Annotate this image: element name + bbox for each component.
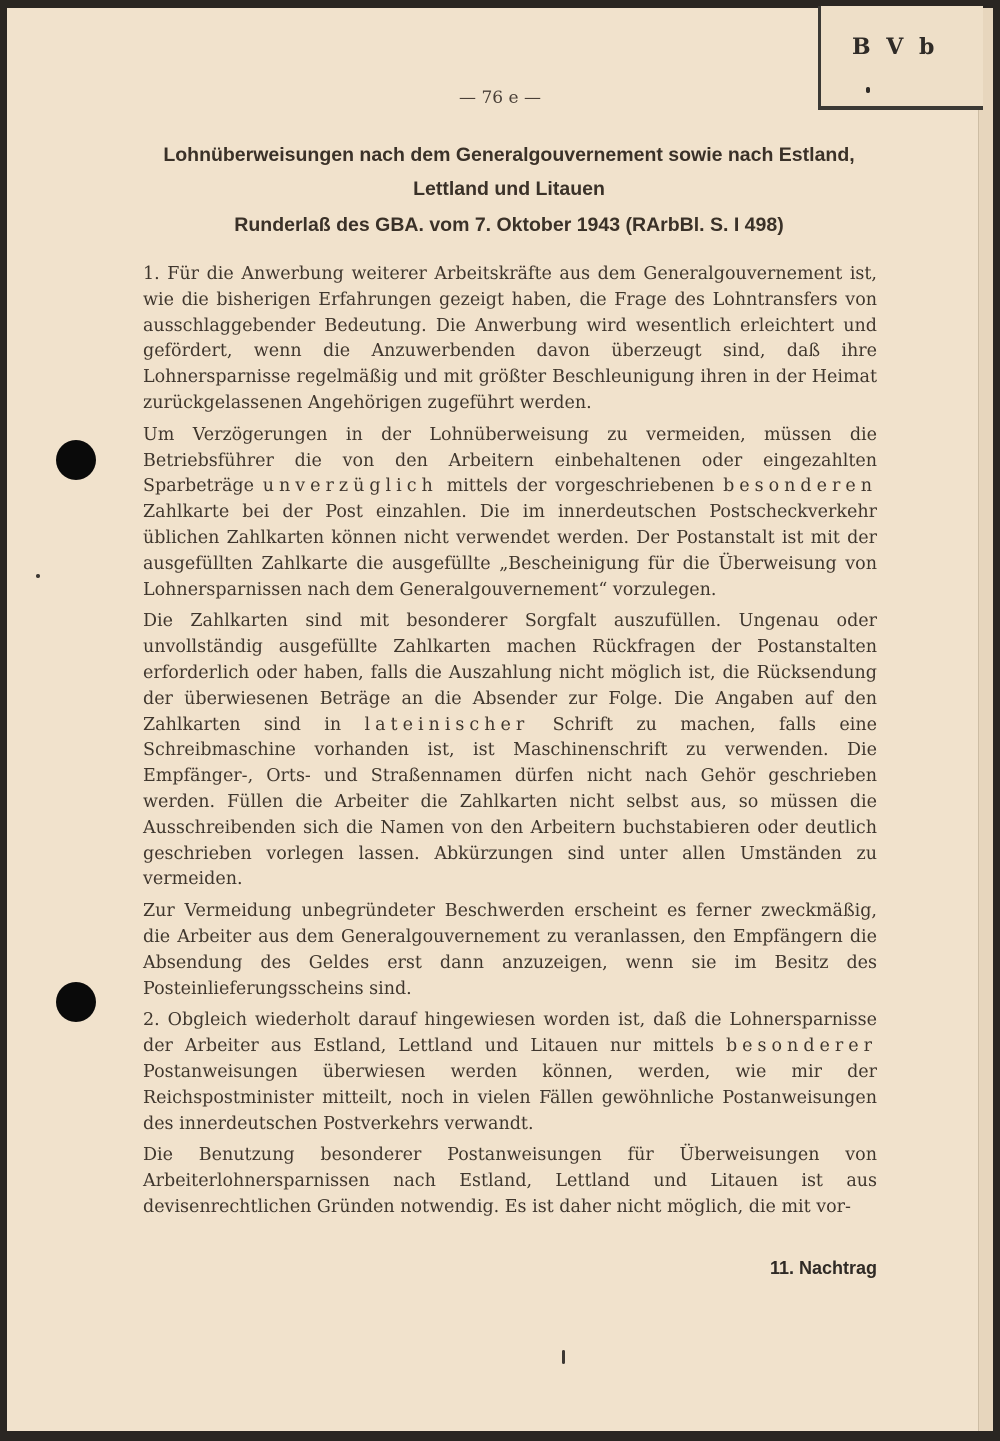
punch-hole-icon: [56, 440, 96, 480]
supplement-label: 11. Nachtrag: [769, 1258, 877, 1278]
punch-hole-icon: [56, 982, 96, 1022]
dust-speck: [36, 574, 40, 578]
title-line-2: Lettland und Litauen: [413, 178, 605, 200]
document-title: [140, 138, 878, 206]
emphasis-lateinischer: lateinischer: [364, 714, 530, 735]
scan-border-bottom: [0, 1431, 1000, 1441]
document-body: [143, 262, 877, 1227]
archive-label: B V b: [852, 34, 939, 60]
paragraph-1: 1. Für die Anwerbung weiterer Arbeitskräfte aus dem Generalgouvernement ist, wie die bisherigen Erfahrungen gezeigt haben, die Frage des Lohntransfers von ausschlaggebender Bedeutung. Die Anwerbung wird wesentlich erleichtert und gefördert, wenn die Anzuwerbenden davon überzeugt sind, daß ihre Lohnersparnisse regelmäßig und mit größter Beschleunigung ihren in der Heimat zurückgelassenen Angehörigen zugeführt werden.: [143, 264, 877, 413]
emphasis-besonderen: besonderen: [723, 476, 877, 497]
decree-reference: Runderlaß des GBA. vom 7. Oktober 1943 (RArbBl. S. I 498): [234, 214, 784, 236]
ink-mark: [562, 1350, 565, 1364]
paragraph-4: Zur Vermeidung unbegründeter Beschwerden erscheint es ferner zweckmäßig, die Arbeiter aus dem Generalgouvernement zu veranlassen, den Empfängern die Absendung des Geldes erst dann anzuzeigen, wenn sie im Besitz des Posteinlieferungsscheins sind.: [143, 901, 877, 999]
scan-border-left: [0, 0, 7, 1441]
emphasis-unverzueglich: unverzüglich: [262, 476, 438, 497]
paragraph-6: Die Benutzung besonderer Postanweisungen für Überweisungen von Arbeiterlohnersparnissen nach Estland, Lettland und Litauen ist aus devisenrechtlichen Gründen notwendig. Es ist daher nicht möglich, die mit vor-: [143, 1145, 877, 1217]
emphasis-besonderer: besonderer: [725, 1036, 877, 1057]
paragraph-5: 2. Obgleich wiederholt darauf hingewiesen worden ist, daß die Lohnersparnisse der Arbeiter aus Estland, Lettland und Litauen nur mittels besonderer Postanweisungen überwiesen werden können, werden, wie mir der Reichspostminister mitteilt, noch in vielen Fällen gewöhnliche Postanweisungen des innerdeutschen Postverkehrs verwandt.: [143, 1010, 877, 1134]
title-line-1: Lohnüberweisungen nach dem Generalgouvernement sowie nach Estland,: [163, 144, 855, 166]
paragraph-3: Die Zahlkarten sind mit besonderer Sorgfalt auszufüllen. Ungenau oder unvollständig ausgefüllte Zahlkarten machen Rückfragen der Postanstalten erforderlich oder haben, falls die Auszahlung nicht möglich ist, die Rücksendung der überwiesenen Beträge an die Absender zur Folge. Die Angaben auf den Zahlkarten sind in lateinischer Schrift zu machen, falls eine Schreibmaschine vorhanden ist, ist Maschinenschrift zu verwenden. Die Empfänger-, Orts- und Straßennamen dürfen nicht nach Gehör geschrieben werden. Füllen die Arbeiter die Zahlkarten nicht selbst aus, so müssen die Ausschreibenden sich die Namen von den Arbeitern buchstabieren oder deutlich geschrieben vorlegen lassen. Abkürzungen sind unter allen Umständen zu vermeiden.: [143, 611, 877, 890]
paragraph-2: Um Verzögerungen in der Lohnüberweisung zu vermeiden, müssen die Betriebsführer die von den Arbeitern einbehaltenen oder eingezahlten Sparbeträge unverzüglich mittels der vorgeschriebenen besonderen Zahlkarte bei der Post einzahlen. Die im innerdeutschen Postscheckverkehr üblichen Zahlkarten können nicht verwendet werden. Der Postanstalt ist mit der ausgefüllten Zahlkarte die ausgefüllte „Bescheinigung für die Überweisung von Lohnersparnissen nach dem Generalgouvernement“ vorzulegen.: [143, 424, 877, 600]
page-edge-strip: [978, 8, 993, 1431]
scan-border-right: [992, 0, 1000, 1441]
page-number: — 76 e —: [459, 88, 541, 108]
